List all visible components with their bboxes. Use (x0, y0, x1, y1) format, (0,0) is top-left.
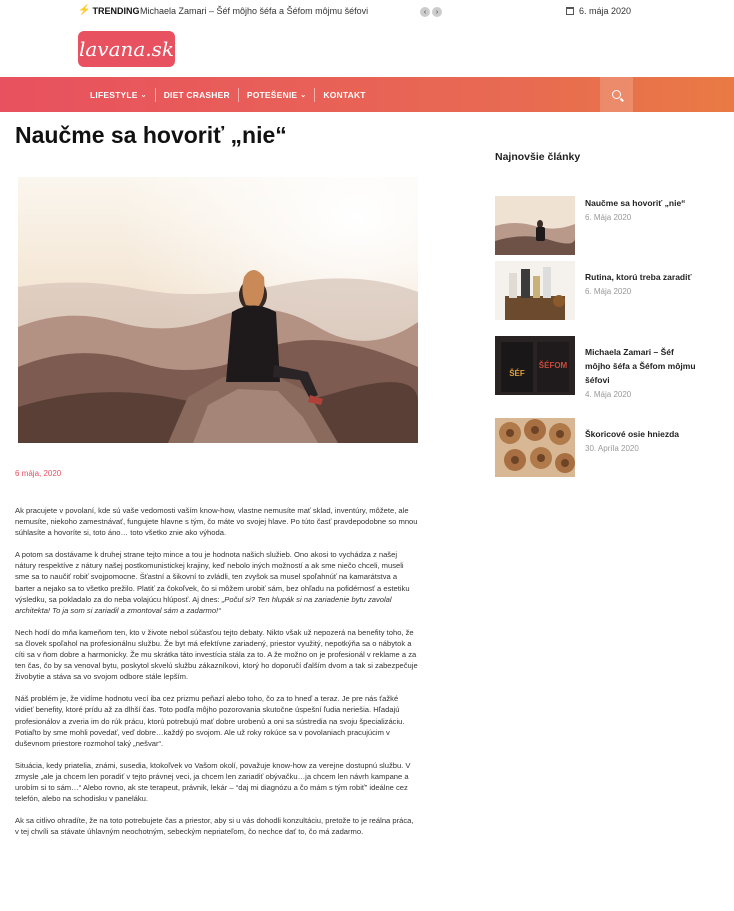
sidebar-post-date: 6. Mája 2020 (585, 287, 632, 296)
article-quote: „Počul si? Ten hlupák si na zariadenie bytu zavolal architekta! To ja som si zariadil a zmontoval sám a zadarmo!“ (15, 594, 392, 615)
trending-label: ⚡ TRENDING (78, 5, 140, 16)
sidebar-post-thumbnail[interactable] (495, 418, 575, 477)
trending-headline[interactable]: Michaela Zamari – Šéf môjho šéfa a Šéfom môjmu šéfovi (140, 6, 369, 16)
chevron-left-icon[interactable]: ‹ (420, 7, 430, 17)
top-bar (0, 0, 734, 22)
svg-text:ŠÉF: ŠÉF (509, 369, 525, 378)
sidebar-post[interactable] (495, 418, 725, 478)
site-logo[interactable]: lavana.sk (78, 31, 175, 67)
sidebar-post-title[interactable]: Michaela Zamari – Šéf môjho šéfa a Šéfom môjmu šéfovi (585, 347, 696, 385)
chevron-right-icon[interactable]: › (432, 7, 442, 17)
header-date: 6. mája 2020 (566, 6, 631, 16)
article-paragraph: A potom sa dostávame k druhej strane tejto mince a tou je hodnota našich služieb. Ono akosi to vychádza z našej nátury respektíve z nátury našej postkomunistickej krajiny, keď nebolo iných možností a ak sme niečo chceli, museli sme sa to naučiť robiť svojpomocne. Šťastní a šikovní to zvládli, ten zvyšok sa musel spoľahnúť na kamarátstva a barter a nejako sa to všetko prežilo. Platiť za čokoľvek, čo si môžem urobiť sám, bez ohľadu na pofidérnosť a estetiku výsledku, sa pokladalo za do neba volajúcu hlúposť. Aj dnes: „Počul si? Ten hlupák si na zariadenie bytu zavolal architekta! To ja som si zariadil a zmontoval sám a zadarmo!“ (15, 550, 410, 615)
trending-nav (420, 7, 442, 17)
calendar-icon (566, 7, 574, 15)
nav-item-label: DIET CRASHER (163, 89, 230, 100)
sidebar-title: Najnovšie články (495, 151, 581, 163)
nav-item-label: POTEŠENIE (246, 89, 298, 100)
sidebar-post-thumbnail[interactable] (495, 196, 575, 255)
article-body (15, 505, 418, 848)
sidebar-post[interactable] (495, 336, 725, 399)
sidebar-post-text (585, 270, 700, 296)
search-button[interactable] (600, 77, 633, 112)
chevron-down-icon: ⌄ (300, 91, 307, 99)
sidebar-post-text (585, 196, 700, 222)
sidebar-post-thumbnail[interactable] (495, 261, 575, 320)
nav-item-lifestyle[interactable] (90, 88, 156, 102)
search-icon (612, 90, 621, 99)
article-paragraph: Ak pracujete v povolaní, kde sú vaše vedomosti vaším know-how, vlastne nemusíte mať sklad, inventúry, môžete, ale nemusíte, niekoho zamestnávať, fungujete hlavne s tým, čo máte vo svojej hlave. Po túto časť pravdepodobne so mnou súhlasíte a hovoríte si, toto áno… toto všetko znie ako výhoda. (15, 506, 418, 538)
lightning-icon: ⚡ (78, 5, 91, 16)
article-hero-image (18, 177, 418, 443)
svg-text:ŠÉFOM: ŠÉFOM (538, 361, 568, 370)
nav-item-label: LIFESTYLE (90, 89, 138, 100)
sidebar-post-title[interactable]: Rutina, ktorú treba zaradiť (585, 272, 692, 282)
chevron-down-icon: ⌄ (140, 91, 147, 99)
nav-item-diet-crasher[interactable] (156, 88, 239, 102)
article-paragraph: Situácia, kedy priatelia, známi, susedia, ktokoľvek vo Vašom okolí, považuje know-how za verejne dostupnú službu. V zmysle „ale ja chcem len poradiť v tejto právnej veci, ja chcem len zariadiť obývačku…ja chcem len návrh kampane a urobím si to sám…“ Alebo rovno, ak ste terapeut, právnik, lekár – “daj mi diagnózu a čo mám s tým robiť” ideálne cez telefón, alebo na schodisku v paneláku. (15, 760, 411, 804)
nav-item-label: KONTAKT (323, 89, 366, 100)
article-paragraph: Náš problém je, že vidíme hodnotu vecí iba cez prizmu peňazí alebo toho, čo za to hneď a teraz. Je pre nás ťažké vidieť benefity, ktoré prídu až za dlhší čas. Toto podľa môjho pozorovania skutočne úspešní ľudia neriešia. Hľadajú profesionálov a zveria im do rúk prácu, ktorú potrebujú mať dobre urobenú a oni sa sústredia na svoju špecializáciu. Potiaľto by sme mohli povedať, veď dobre…každý po svojom. Ale už roky rokúce sa v povolaniach pracujúcim v duševnom priestore rozmohol taký „nešvar“. (15, 694, 405, 748)
sidebar-post-text (585, 345, 700, 399)
sidebar-post-title[interactable]: Škoricové osie hniezda (585, 429, 680, 439)
article-paragraph: Nech hodí do mňa kameňom ten, kto v živote nebol súčasťou tejto debaty. Nikto však už nepozerá na benefity toho, že sa človek spoľahol na profesionálnu službu. Že byt má efektívne zariadený, priestor využitý, nepotkýňa sa o nábytok a cíti sa v ňom dobre a harmonicky. Že mu skrátka táto investícia stála za to. A že možno on je profesionál v reklame a za ten čas, čo by sa venoval bytu, poskytol skvelú službu zákazníkovi, ktorý ho doporučí ďalším dvom a tak si zabezpečuje živobytie a stáva sa vo svojom odbore stále lepším. (15, 627, 418, 682)
sidebar-post-date: 6. Mája 2020 (585, 213, 632, 222)
article-date: 6 mája, 2020 (15, 469, 62, 478)
sidebar-post-text (585, 427, 700, 453)
nav-item-kontakt[interactable] (315, 88, 373, 102)
sidebar-post[interactable] (495, 261, 725, 321)
sidebar-post[interactable] (495, 196, 725, 256)
article-paragraph: Ak sa citlivo ohradíte, že na toto potrebujete čas a priestor, aby si u vás dohodli konzultáciu, pretože to je reálna práca, v tej chvíli sa stávate úhlavným neochotným, sebeckým nepriateľom, čo nechce dať to, čo má zadarmo. (15, 816, 414, 837)
sidebar-post-thumbnail[interactable] (495, 336, 575, 395)
sidebar-post-date: 30. Apríla 2020 (585, 444, 639, 453)
sidebar-post-title[interactable]: Naučme sa hovoriť „nie“ (585, 198, 686, 208)
article-title: Naučme sa hovoriť „nie“ (15, 122, 287, 148)
nav-item-pote-enie[interactable] (239, 88, 316, 102)
sidebar-post-date: 4. Mája 2020 (585, 390, 632, 399)
